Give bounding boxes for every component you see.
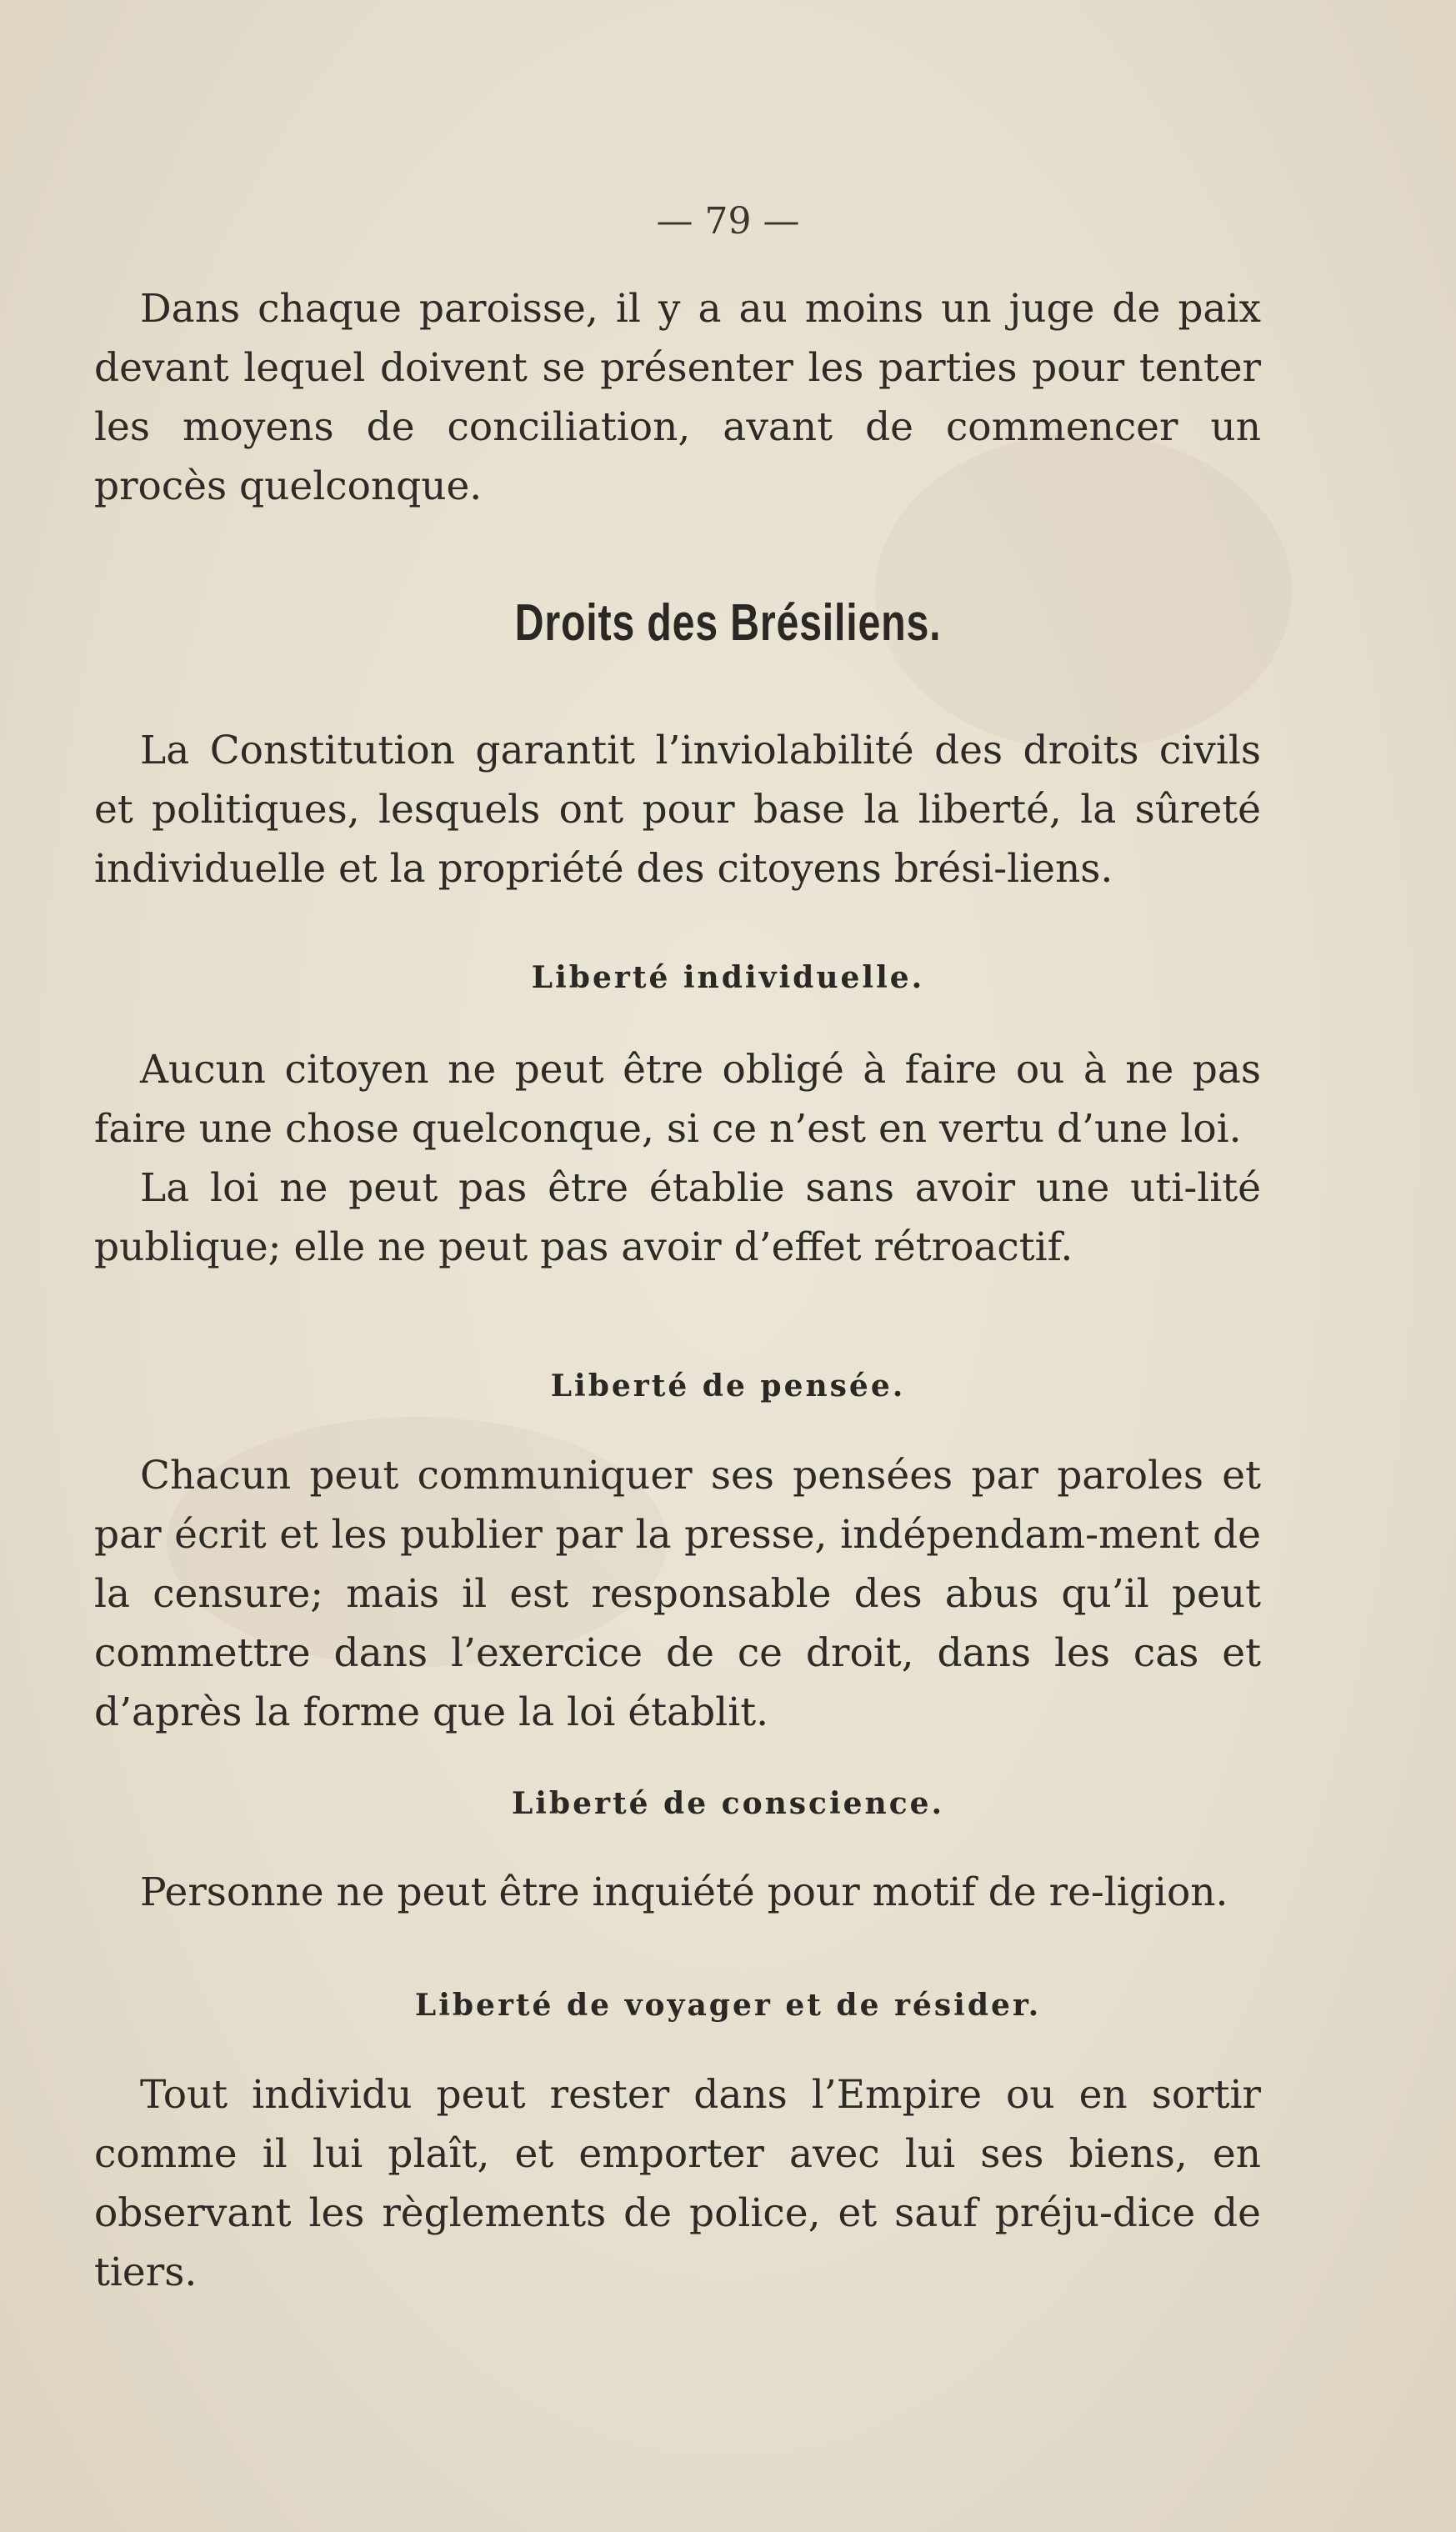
paragraph-1b-text: La loi ne peut pas être établie sans avoir une uti-lité publique; elle ne peut pas avoir d’effet rétroactif. [94, 1165, 1261, 1270]
paragraph-intro-text: Dans chaque paroisse, il y a au moins un juge de paix devant lequel doivent se présenter les parties pour tenter les moyens de conciliation, avant de commencer un procès quelconque. [94, 286, 1261, 509]
paragraph-constitution [94, 721, 1261, 898]
paragraph-1a-text: Aucun citoyen ne peut être obligé à faire ou à ne pas faire une chose quelconque, si ce n’est en vertu d’une loi. [94, 1047, 1261, 1152]
page-number: — 79 — [656, 200, 800, 243]
paragraph-liberte-voyager [94, 2065, 1261, 2302]
subheading-liberte-pensee: Liberté de pensée. [550, 1369, 906, 1404]
paragraph-intro [94, 279, 1261, 516]
paragraph-2-text: Chacun peut communiquer ses pensées par paroles et par écrit et les publier par la presse, indépendam-ment de la censure; mais il est responsable des abus qu’il peut commettre dans l’exercice de ce droit, dans les cas et d’après la forme que la loi établit. [94, 1453, 1261, 1735]
subheading-liberte-voyager: Liberté de voyager et de résider. [414, 1988, 1042, 2023]
paragraph-liberte-pensee [94, 1446, 1261, 1742]
paragraph-liberte-individuelle [94, 1040, 1261, 1277]
subheading-liberte-conscience: Liberté de conscience. [511, 1786, 945, 1821]
paragraph-4-text: Tout individu peut rester dans l’Empire ou en sortir comme il lui plaît, et emporter avec lui ses biens, en observant les règlements de police, et sauf préju-dice de tiers. [94, 2072, 1261, 2295]
paragraph-liberte-conscience [94, 1863, 1261, 1922]
section-heading: Droits des Brésiliens. [514, 594, 942, 652]
paragraph-3-text: Personne ne peut être inquiété pour motif de re-ligion. [140, 1869, 1228, 1915]
paragraph-constitution-text: La Constitution garantit l’inviolabilité des droits civils et politiques, lesquels ont pour base la liberté, la sûreté individuelle et la propriété des citoyens brési-liens. [94, 728, 1261, 892]
subheading-liberte-individuelle: Liberté individuelle. [531, 960, 925, 995]
